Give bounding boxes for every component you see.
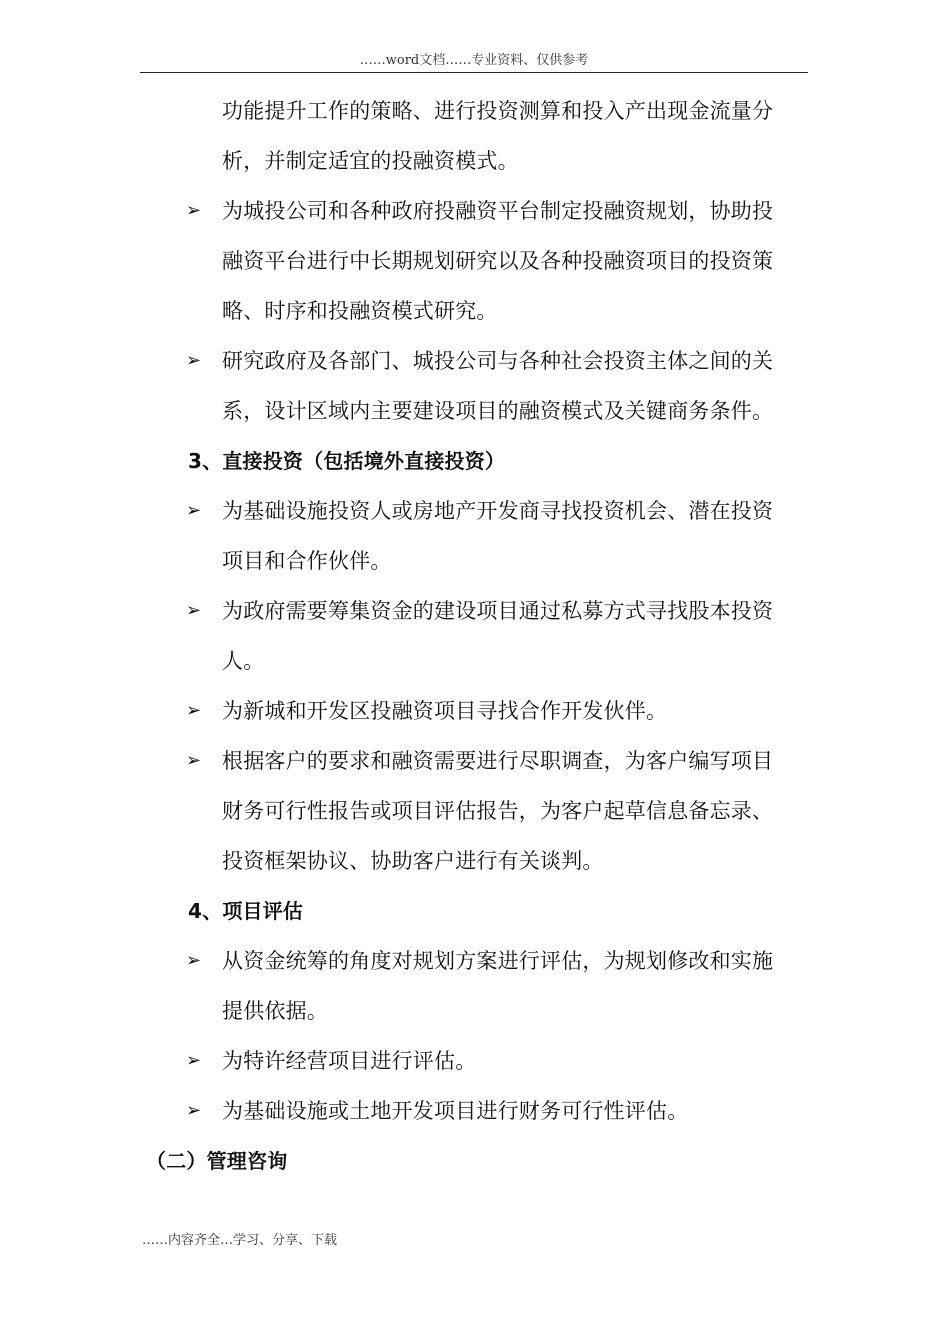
text-line: 系，设计区域内主要建设项目的融资模式及关键商务条件。 [222, 399, 774, 423]
text-line: 研究政府及各部门、城投公司与各种社会投资主体之间的关 [222, 349, 774, 373]
text-line: 提供依据。 [222, 999, 328, 1023]
bullet-arrow-icon: ➢ [186, 950, 202, 971]
bullet-arrow-icon: ➢ [186, 1050, 202, 1071]
text-line: 析，并制定适宜的投融资模式。 [222, 149, 519, 173]
text-line: 为基础设施投资人或房地产开发商寻找投资机会、潜在投资 [222, 499, 774, 523]
subsection-heading: 4、项目评估 [188, 899, 304, 923]
bullet-arrow-icon: ➢ [186, 1100, 202, 1121]
text-line: 为特许经营项目进行评估。 [222, 1049, 477, 1073]
text-line: 人。 [222, 649, 265, 673]
text-line: 投资框架协议、协助客户进行有关谈判。 [222, 849, 604, 873]
bullet-arrow-icon: ➢ [186, 750, 202, 771]
text-line: 从资金统筹的角度对规划方案进行评估，为规划修改和实施 [222, 949, 774, 973]
page-footer [142, 1232, 337, 1250]
bullet-arrow-icon: ➢ [186, 350, 202, 371]
text-line: 为城投公司和各种政府投融资平台制定投融资规划，协助投 [222, 199, 774, 223]
bullet-arrow-icon: ➢ [186, 700, 202, 721]
header-text: ……word文档……专业资料、仅供参考 [359, 53, 589, 68]
section-heading: （二）管理咨询 [146, 1149, 288, 1173]
text-line: 项目和合作伙伴。 [222, 549, 392, 573]
bullet-arrow-icon: ➢ [186, 200, 202, 221]
text-line: 功能提升工作的策略、进行投资测算和投入产出现金流量分 [222, 99, 774, 123]
text-line: 为政府需要筹集资金的建设项目通过私募方式寻找股本投资 [222, 599, 774, 623]
text-line: 根据客户的要求和融资需要进行尽职调查，为客户编写项目 [222, 749, 774, 773]
text-line: 为基础设施或土地开发项目进行财务可行性评估。 [222, 1099, 689, 1123]
text-line: 财务可行性报告或项目评估报告，为客户起草信息备忘录、 [222, 799, 774, 823]
text-line: 略、时序和投融资模式研究。 [222, 299, 498, 323]
text-line: 融资平台进行中长期规划研究以及各种投融资项目的投资策 [222, 249, 774, 273]
text-line: 为新城和开发区投融资项目寻找合作开发伙伴。 [222, 699, 668, 723]
footer-text: ……内容齐全…学习、分享、下载 [142, 1233, 338, 1248]
subsection-heading: 3、直接投资（包括境外直接投资） [188, 449, 506, 473]
bullet-arrow-icon: ➢ [186, 600, 202, 621]
bullet-arrow-icon: ➢ [186, 500, 202, 521]
page-header [140, 52, 808, 73]
